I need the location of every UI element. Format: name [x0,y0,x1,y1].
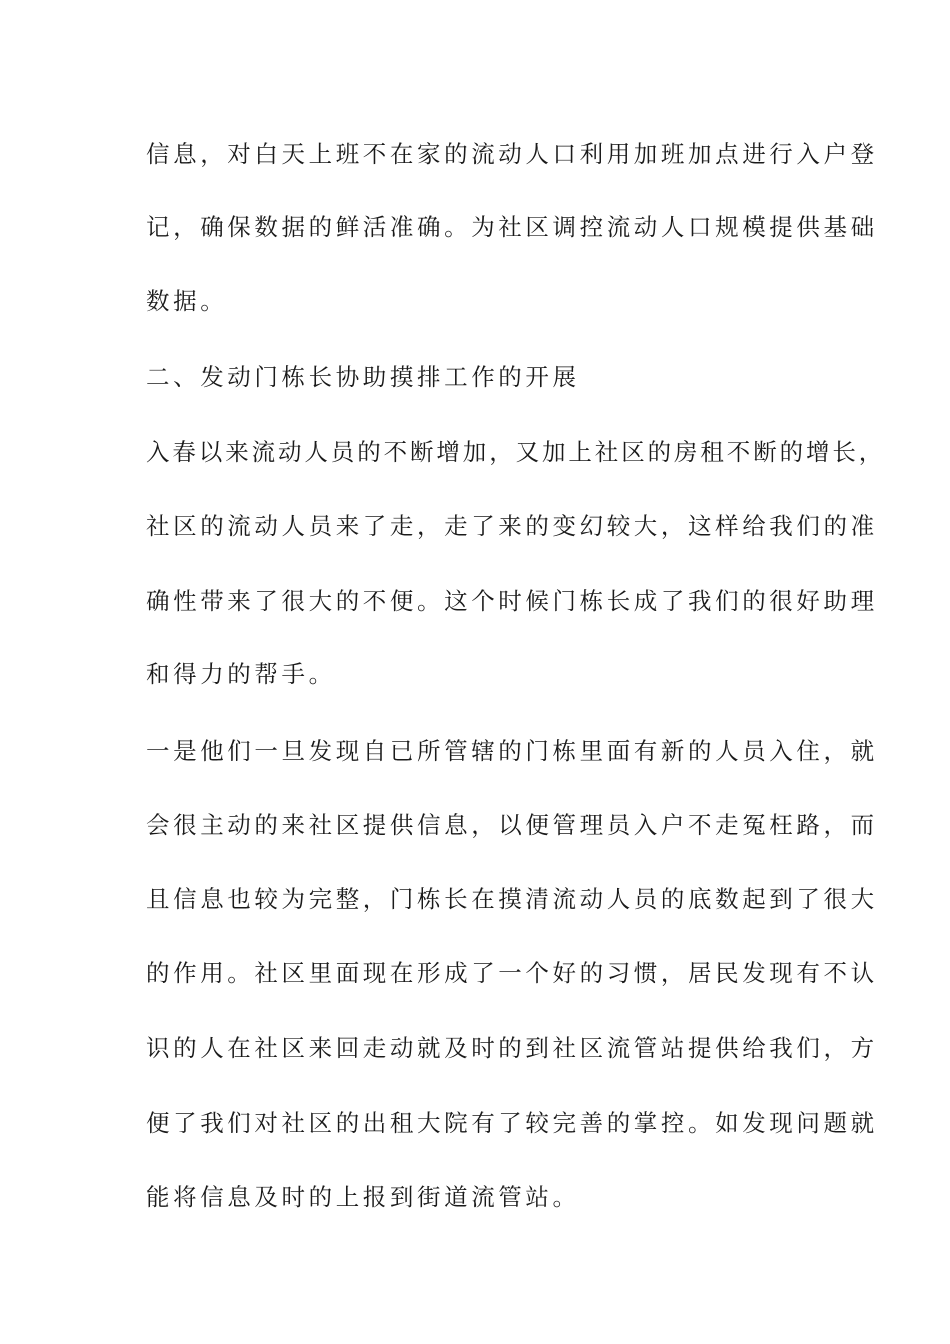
text-line: 记，确保数据的鲜活准确。为社区调控流动人口规模提供基础 [146,213,878,241]
text-line: 入春以来流动人员的不断增加，又加上社区的房租不断的增长， [146,438,886,466]
text-line: 社区的流动人员来了走，走了来的变幻较大，这样给我们的准 [146,512,878,540]
text-line: 和得力的帮手。 [146,660,336,688]
text-line: 信息，对白天上班不在家的流动人口利用加班加点进行入户登 [146,140,878,168]
text-line: 一是他们一旦发现自已所管辖的门栋里面有新的人员入住，就 [146,737,878,765]
text-line: 便了我们对社区的出租大院有了较完善的掌控。如发现问题就 [146,1109,878,1137]
text-line: 且信息也较为完整，门栋长在摸清流动人员的底数起到了很大 [146,885,878,913]
text-line: 会很主动的来社区提供信息，以便管理员入户不走冤枉路，而 [146,811,878,839]
text-line: 识的人在社区来回走动就及时的到社区流管站提供给我们，方 [146,1034,878,1062]
text-line: 数据。 [146,287,228,315]
section-heading: 二、发动门栋长协助摸排工作的开展 [146,363,580,391]
text-line: 的作用。社区里面现在形成了一个好的习惯，居民发现有不认 [146,959,878,987]
text-line: 确性带来了很大的不便。这个时候门栋长成了我们的很好助理 [146,587,878,615]
text-line: 能将信息及时的上报到街道流管站。 [146,1183,580,1211]
